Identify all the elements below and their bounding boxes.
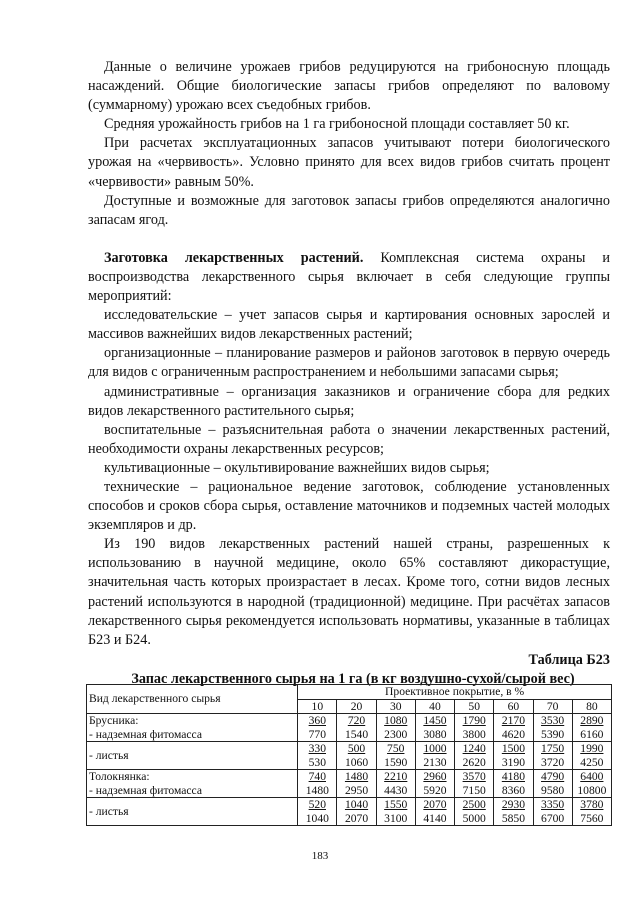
raw-weight-value: 2620 <box>462 755 486 769</box>
paragraph: Доступные и возможные для заготовок запасы грибов определяются аналогично запасам ягод. <box>88 192 610 228</box>
col-header-group: Проективное покрытие, в % <box>298 685 612 700</box>
value-cell <box>494 742 533 770</box>
value-cell <box>415 798 454 826</box>
dry-weight-value: 1040 <box>344 798 369 811</box>
value-cell <box>298 714 337 742</box>
dry-weight-value: 720 <box>347 714 366 727</box>
table-title: Запас лекарственного сырья на 1 га (в кг воздушно-сухой/сырой вес) <box>131 670 575 687</box>
table-row <box>87 742 612 770</box>
dry-weight-value: 2930 <box>501 798 525 811</box>
raw-weight-value: 3100 <box>384 811 408 825</box>
part-name: - листья <box>89 804 129 818</box>
raw-weight-value: 5390 <box>541 727 565 741</box>
col-header: 20 <box>337 699 376 714</box>
value-cell <box>533 798 572 826</box>
table-number: Таблица Б23 <box>528 651 610 668</box>
raw-material-name <box>87 742 298 770</box>
page-number: 183 <box>311 850 329 862</box>
list-paragraph: организационные – планирование размеров и районов заготовок в первую очередь для видов с ограниченным распространением и небольшими запасами сырья; <box>88 345 610 381</box>
value-cell <box>415 742 454 770</box>
value-cell <box>298 742 337 770</box>
value-cell <box>572 770 611 798</box>
value-cell <box>376 770 415 798</box>
value-cell <box>455 770 494 798</box>
dry-weight-value: 1550 <box>384 798 408 811</box>
dry-weight-value: 4790 <box>541 770 565 783</box>
raw-weight-value: 7150 <box>462 783 486 797</box>
raw-weight-value: 2300 <box>384 727 408 741</box>
col-header: 40 <box>415 699 454 714</box>
raw-weight-value: 10800 <box>577 783 607 797</box>
dry-weight-value: 740 <box>308 770 326 783</box>
paragraph: Из 190 видов лекарственных растений нашей страны, разрешенных к использованию в научной медицине, около 65% составляют дикорастущие, значительная часть которых произрастает в лесах. Кроме того, сотни видов лесных растений используются в народной (традиционной) медицине. При расчётах запасов лекарственного сырья рекомендуется использовать нормативы, указанные в таблицах Б23 и Б24. <box>88 536 610 648</box>
col-header: 60 <box>494 699 533 714</box>
col-header-name: Вид лекарственного сырья <box>87 685 298 714</box>
raw-weight-value: 3720 <box>541 755 565 769</box>
table-row <box>87 798 612 826</box>
raw-weight-value: 530 <box>308 755 326 769</box>
raw-weight-value: 4430 <box>384 783 408 797</box>
list-paragraph: воспитательные – разъяснительная работа о значении лекарственных растений, необходимости охраны лекарственных ресурсов; <box>88 421 610 457</box>
dry-weight-value: 2070 <box>423 798 447 811</box>
body-text <box>88 58 610 689</box>
value-cell <box>572 798 611 826</box>
raw-weight-value: 7560 <box>580 811 604 825</box>
dry-weight-value: 1080 <box>384 714 408 727</box>
value-cell <box>455 742 494 770</box>
dry-weight-value: 520 <box>308 798 326 811</box>
dry-weight-value: 2210 <box>384 770 408 783</box>
raw-weight-value: 1040 <box>305 811 329 825</box>
dry-weight-value: 1450 <box>423 714 447 727</box>
raw-weight-value: 770 <box>308 727 326 741</box>
part-name: - листья <box>89 748 129 762</box>
col-header: 80 <box>572 699 611 714</box>
dry-weight-value: 360 <box>308 714 326 727</box>
value-cell <box>455 714 494 742</box>
paragraph: При расчетах эксплуатационных запасов учитывают потери биологического урожая на «червивость». Условно принято для всех видов грибов считать процент «червивости» равным 50%. <box>88 135 610 190</box>
dry-weight-value: 1000 <box>423 742 447 755</box>
value-cell <box>415 714 454 742</box>
raw-weight-value: 3190 <box>501 755 525 769</box>
section-heading: Заготовка лекарственных растений. <box>104 249 364 266</box>
raw-weight-value: 2070 <box>344 811 369 825</box>
value-cell <box>455 798 494 826</box>
col-header: 70 <box>533 699 572 714</box>
raw-weight-value: 2950 <box>344 783 369 797</box>
paragraph: Средняя урожайность грибов на 1 га грибоносной площади составляет 50 кг. <box>104 116 570 133</box>
dry-weight-value: 500 <box>347 742 366 755</box>
col-header: 10 <box>298 699 337 714</box>
dry-weight-value: 3350 <box>541 798 565 811</box>
raw-weight-value: 3800 <box>462 727 486 741</box>
dry-weight-value: 2170 <box>501 714 525 727</box>
species-name: Брусника: <box>89 714 139 727</box>
dry-weight-value: 1480 <box>344 770 369 783</box>
raw-material-name <box>87 714 298 742</box>
value-cell <box>494 770 533 798</box>
raw-material-name <box>87 770 298 798</box>
col-header: 50 <box>455 699 494 714</box>
dry-weight-value: 2890 <box>580 714 604 727</box>
dry-weight-value: 3780 <box>580 798 604 811</box>
value-cell <box>533 714 572 742</box>
raw-weight-value: 1590 <box>384 755 408 769</box>
value-cell <box>337 714 376 742</box>
reserve-table <box>86 684 612 826</box>
raw-material-name <box>87 798 298 826</box>
raw-weight-value: 4620 <box>501 727 525 741</box>
table-body <box>87 714 612 826</box>
dry-weight-value: 4180 <box>501 770 525 783</box>
raw-weight-value: 1540 <box>344 727 369 741</box>
dry-weight-value: 2960 <box>423 770 447 783</box>
part-name: - надземная фитомасса <box>89 783 202 797</box>
dry-weight-value: 1990 <box>580 742 604 755</box>
raw-weight-value: 6160 <box>580 727 604 741</box>
dry-weight-value: 6400 <box>580 770 604 783</box>
value-cell <box>337 742 376 770</box>
value-cell <box>376 742 415 770</box>
value-cell <box>337 770 376 798</box>
list-paragraph: административные – организация заказников и ограничение сбора для редких видов лекарственного растительного сырья; <box>88 383 610 419</box>
raw-weight-value: 4250 <box>580 755 604 769</box>
value-cell <box>376 714 415 742</box>
raw-weight-value: 5850 <box>501 811 525 825</box>
value-cell <box>494 714 533 742</box>
raw-weight-value: 9580 <box>541 783 565 797</box>
raw-weight-value: 8360 <box>501 783 525 797</box>
value-cell <box>572 742 611 770</box>
list-paragraph: исследовательские – учет запасов сырья и картирования основных зарослей и массивов важнейших видов лекарственных растений; <box>88 307 610 343</box>
dry-weight-value: 750 <box>387 742 405 755</box>
raw-weight-value: 5920 <box>423 783 447 797</box>
section-paragraph <box>88 249 610 306</box>
dry-weight-value: 3570 <box>462 770 486 783</box>
value-cell <box>376 798 415 826</box>
dry-weight-value: 1240 <box>462 742 486 755</box>
col-header: 30 <box>376 699 415 714</box>
raw-weight-value: 5000 <box>462 811 486 825</box>
dry-weight-value: 330 <box>308 742 326 755</box>
species-name: Толокнянка: <box>89 770 150 783</box>
dry-weight-value: 3530 <box>541 714 565 727</box>
value-cell <box>494 798 533 826</box>
list-paragraph: технические – рациональное ведение заготовок, соблюдение установленных способов и сроков сбора сырья, оставление маточников и подземных частей молодых экземпляров и др. <box>88 478 610 534</box>
raw-weight-value: 1480 <box>305 783 329 797</box>
list-paragraph: культивационные – окультивирование важнейших видов сырья; <box>104 459 490 476</box>
table-row <box>87 714 612 742</box>
value-cell <box>298 770 337 798</box>
paragraph: Данные о величине урожаев грибов редуцируются на грибоносную площадь насаждений. Общие биологические запасы грибов определяют по валовому (суммарному) урожаю всех съедобных грибов. <box>88 59 610 114</box>
raw-weight-value: 3080 <box>423 727 447 741</box>
dry-weight-value: 1750 <box>541 742 565 755</box>
value-cell <box>415 770 454 798</box>
dry-weight-value: 1500 <box>501 742 525 755</box>
dry-weight-value: 2500 <box>462 798 486 811</box>
table-row <box>87 770 612 798</box>
value-cell <box>533 770 572 798</box>
section-intro: Комплексная система охраны и воспроизводства лекарственного сырья включает в себя следующие группы мероприятий: <box>88 249 610 305</box>
value-cell <box>337 798 376 826</box>
raw-weight-value: 2130 <box>423 755 447 769</box>
raw-weight-value: 1060 <box>344 755 369 769</box>
value-cell <box>533 742 572 770</box>
raw-weight-value: 4140 <box>423 811 447 825</box>
raw-weight-value: 6700 <box>541 811 565 825</box>
value-cell <box>572 714 611 742</box>
value-cell <box>298 798 337 826</box>
part-name: - надземная фитомасса <box>89 727 202 741</box>
dry-weight-value: 1790 <box>462 714 486 727</box>
